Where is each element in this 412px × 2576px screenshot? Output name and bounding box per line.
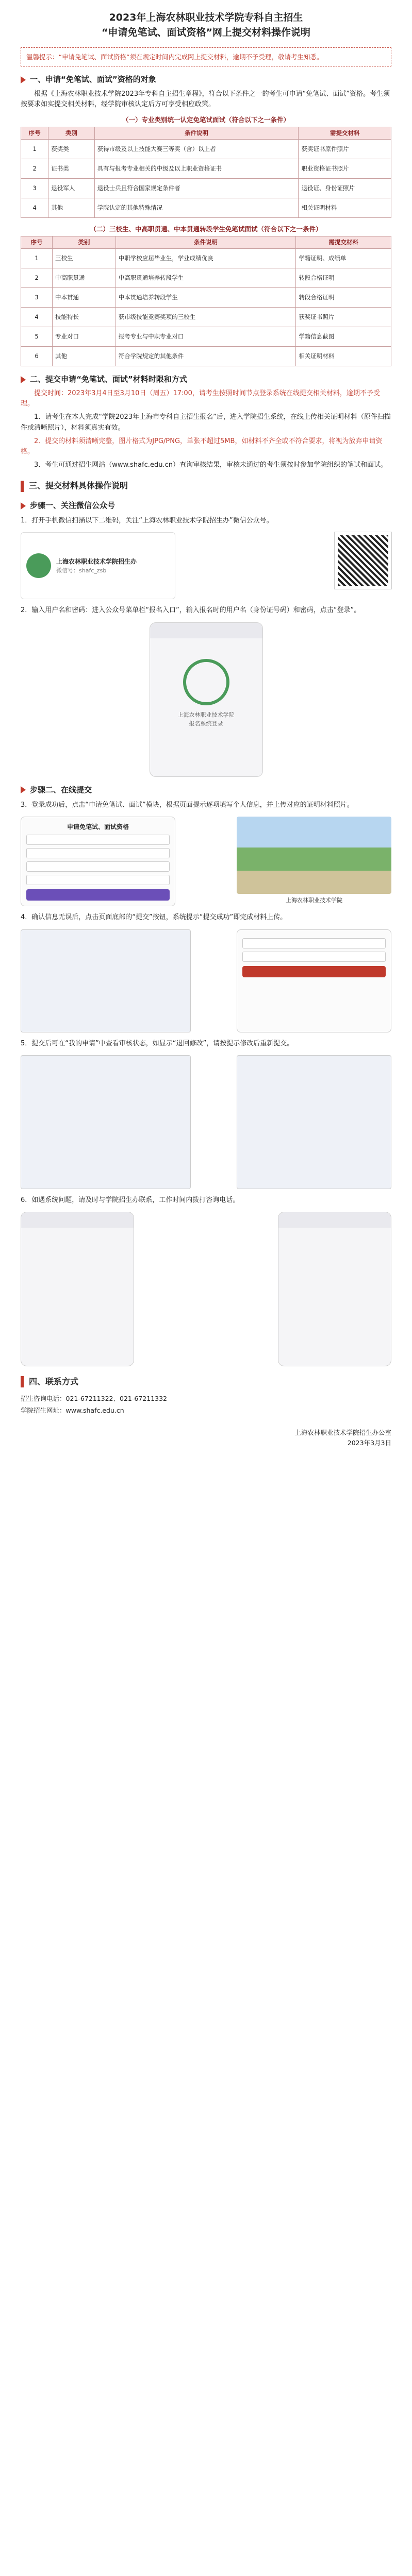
login-title: 上海农林职业技术学院 <box>177 711 235 718</box>
step-1-title: 步骤一、关注微信公众号 <box>30 500 116 510</box>
section-1-text: 根据《上海农林职业技术学院2023年专科自主招生章程》，符合以下条件之一的考生可申请“免笔试、面试”资格。考生须按要求如实提交相关材料，经学院审核认定后方可享受相应政策。 <box>21 90 390 108</box>
table-cell: 5 <box>21 327 53 346</box>
table-2-header: 需提交材料 <box>296 236 391 249</box>
accent-bar <box>21 481 24 492</box>
application-form-mockup <box>21 817 175 907</box>
table-1-caption: （一）专业类别统一认定免笔试面试（符合以下之一条件） <box>122 115 290 124</box>
table-cell: 具有与报考专业相关的中级及以上职业资格证书 <box>94 159 299 178</box>
table-cell: 退役士兵且符合国家规定条件者 <box>94 178 299 198</box>
step-5-text: 5．提交后可在“我的申请”中查看审核状态，如显示“退回修改”，请按提示修改后重新提交。 <box>21 1039 294 1047</box>
contact-website: 学院招生网址：www.shafc.edu.cn <box>21 1406 124 1415</box>
step-3-text: 3．登录成功后，点击“申请免笔试、面试”模块，根据页面提示逐项填写个人信息，并上传对应的证明材料照片。 <box>21 801 354 809</box>
table-cell: 1 <box>21 139 48 159</box>
form-screenshot-row <box>21 817 391 907</box>
form-field <box>26 848 170 858</box>
arrow-icon <box>21 786 26 793</box>
table-cell: 证书类 <box>48 159 94 178</box>
table-cell: 其他 <box>52 346 116 366</box>
table-2-header: 序号 <box>21 236 53 249</box>
section-2-title: 二、提交申请“免笔试、面试”材料时限和方式 <box>30 374 187 384</box>
form-field <box>242 952 386 962</box>
table-cell: 退役证、身份证照片 <box>299 178 391 198</box>
section-2-item: 3．考生可通过招生网站（www.shafc.edu.cn）查询审核结果，审核未通过的考生须按时参加学院组织的笔试和面试。 <box>34 461 387 469</box>
step-4-text: 4．确认信息无误后，点击页面底部的“提交”按钮，系统提示“提交成功”即完成材料上传。 <box>21 913 287 922</box>
wechat-screenshot-row <box>21 532 391 599</box>
section-1-heading <box>21 74 391 86</box>
table-cell: 学籍证明、成绩单 <box>296 248 391 268</box>
status-detail-mockup <box>237 1055 391 1189</box>
wechat-account-id: 微信号：shafc_zsb <box>56 567 107 574</box>
submit-screen-mockup <box>21 929 191 1032</box>
table-row <box>21 346 391 366</box>
campus-photo <box>237 817 391 894</box>
form-field <box>26 875 170 885</box>
requirements-table-1 <box>21 127 391 218</box>
step-1-text: 1．打开手机微信扫描以下二维码，关注“上海农林职业技术学院招生办”微信公众号。 <box>21 517 273 525</box>
table-1-header: 需提交材料 <box>299 127 391 140</box>
table-cell: 2 <box>21 159 48 178</box>
contact-phone: 招生咨询电话：021-67211322、021-67211332 <box>21 1394 167 1402</box>
step-2-heading <box>21 784 391 796</box>
form-field <box>26 861 170 872</box>
table-2-caption: （二）三校生、中高职贯通、中本贯通转段学生免笔试面试（符合以下之一条件） <box>90 225 322 233</box>
table-cell: 专业对口 <box>52 327 116 346</box>
section-2-text: 提交时间：2023年3月4日至3月10日（周五）17:00，请考生按照时间节点登录系统在线提交相关材料，逾期不予受理。 <box>21 389 380 408</box>
table-2-header: 条件说明 <box>116 236 296 249</box>
status-screenshot-row <box>21 1055 391 1189</box>
footer-signature <box>21 1428 391 1448</box>
login-phone-mockup <box>150 622 263 777</box>
table-2-header: 类别 <box>52 236 116 249</box>
table-cell: 4 <box>21 307 53 327</box>
form-field <box>242 938 386 948</box>
section-2-heading <box>21 374 391 385</box>
table-cell: 3 <box>21 287 53 307</box>
table-cell: 转段合格证明 <box>296 287 391 307</box>
table-row <box>21 198 391 217</box>
section-3-title: 三、提交材料具体操作说明 <box>29 481 128 491</box>
wechat-account-name: 上海农林职业技术学院招生办 <box>56 557 137 565</box>
table-row <box>21 248 391 268</box>
school-logo-icon <box>183 659 229 705</box>
qr-code <box>335 532 391 589</box>
table-row <box>21 307 391 327</box>
step-6-text: 6．如遇系统问题，请及时与学院招生办联系，工作时间内拨打咨询电话。 <box>21 1196 240 1204</box>
wechat-account-card <box>21 532 175 599</box>
phone-status-bar <box>21 1212 134 1228</box>
table-cell: 中高职贯通培养转段学生 <box>116 268 296 287</box>
notice-box: 温馨提示：“申请免笔试、面试资格”须在规定时间内完成网上提交材料，逾期不予受理，敬请考生知悉。 <box>21 47 391 66</box>
table-cell: 4 <box>21 198 48 217</box>
footer-organization: 上海农林职业技术学院招生办公室 <box>294 1429 391 1437</box>
section-1-title: 一、申请“免笔试、面试”资格的对象 <box>30 75 156 84</box>
arrow-icon <box>21 502 26 510</box>
table-cell: 获奖证书原件照片 <box>299 139 391 159</box>
table-1-header: 条件说明 <box>94 127 299 140</box>
table-cell: 中本贯通培养转段学生 <box>116 287 296 307</box>
form-title: 申请免笔试、面试资格 <box>67 823 129 831</box>
account-avatar <box>26 553 51 578</box>
submit-screenshot-row <box>21 929 391 1032</box>
submit-button <box>26 889 170 901</box>
confirm-screen-mockup <box>237 929 391 1032</box>
table-cell: 相关证明材料 <box>299 198 391 217</box>
table-row <box>21 139 391 159</box>
accent-bar <box>21 1376 24 1387</box>
table-row <box>21 268 391 287</box>
page-title: 2023年上海农林职业技术学院专科自主招生 <box>109 12 303 23</box>
phone-status-bar <box>278 1212 391 1228</box>
login-subtitle: 报名系统登录 <box>189 720 223 727</box>
table-cell: 3 <box>21 178 48 198</box>
table-cell: 获得市级及以上技能大赛三等奖（含）以上者 <box>94 139 299 159</box>
phone-status-bar <box>150 623 262 638</box>
table-cell: 相关证明材料 <box>296 346 391 366</box>
status-screen-mockup <box>21 1055 191 1189</box>
table-cell: 获奖类 <box>48 139 94 159</box>
table-cell: 6 <box>21 346 53 366</box>
section-4-title: 四、联系方式 <box>29 1376 79 1386</box>
result-phone-mockup <box>21 1212 134 1366</box>
table-cell: 获奖证书照片 <box>296 307 391 327</box>
table-1-header: 类别 <box>48 127 94 140</box>
table-row <box>21 178 391 198</box>
section-4-heading <box>21 1376 391 1388</box>
page-subtitle: “申请免笔试、面试资格”网上提交材料操作说明 <box>102 26 310 38</box>
table-1-header: 序号 <box>21 127 48 140</box>
step-2-text: 2．输入用户名和密码：进入公众号菜单栏“报名入口”，输入报名时的用户名（身份证号码）和密码，点击“登录”。 <box>21 606 361 615</box>
table-cell: 学籍信息截图 <box>296 327 391 346</box>
table-cell: 中高职贯通 <box>52 268 116 287</box>
result-phone-mockup <box>278 1212 391 1366</box>
arrow-icon <box>21 376 26 383</box>
table-cell: 学院认定的其他特殊情况 <box>94 198 299 217</box>
requirements-table-2 <box>21 236 391 366</box>
table-cell: 职业资格证书照片 <box>299 159 391 178</box>
table-cell: 中本贯通 <box>52 287 116 307</box>
table-cell: 获市级技能竞赛奖项的三校生 <box>116 307 296 327</box>
step-1-heading <box>21 500 391 512</box>
section-3-heading <box>21 480 391 493</box>
confirm-button <box>242 966 386 977</box>
final-screenshot-row <box>21 1212 391 1366</box>
table-cell: 退役军人 <box>48 178 94 198</box>
table-cell: 1 <box>21 248 53 268</box>
arrow-icon <box>21 76 26 83</box>
table-cell: 转段合格证明 <box>296 268 391 287</box>
form-field <box>26 835 170 845</box>
table-cell: 2 <box>21 268 53 287</box>
campus-caption: 上海农林职业技术学院 <box>286 896 342 904</box>
table-row <box>21 287 391 307</box>
section-2-item: 1．请考生在本人完成“学院2023年上海市专科自主招生报名”后，进入学院招生系统，在线上传相关证明材料（原件扫描件或清晰照片），材料须真实有效。 <box>21 413 391 432</box>
table-cell: 三校生 <box>52 248 116 268</box>
footer-date: 2023年3月3日 <box>347 1438 391 1447</box>
table-row <box>21 159 391 178</box>
table-cell: 符合学院规定的其他条件 <box>116 346 296 366</box>
section-2-item: 2．提交的材料须清晰完整，图片格式为JPG/PNG，单张不超过5MB，如材料不齐全或不符合要求，将视为放弃申请资格。 <box>21 437 383 455</box>
table-cell: 其他 <box>48 198 94 217</box>
table-cell: 中职学校应届毕业生，学业成绩优良 <box>116 248 296 268</box>
table-cell: 报考专业与中职专业对口 <box>116 327 296 346</box>
step-2-title: 步骤二、在线提交 <box>30 785 92 794</box>
table-row <box>21 327 391 346</box>
table-cell: 技能特长 <box>52 307 116 327</box>
